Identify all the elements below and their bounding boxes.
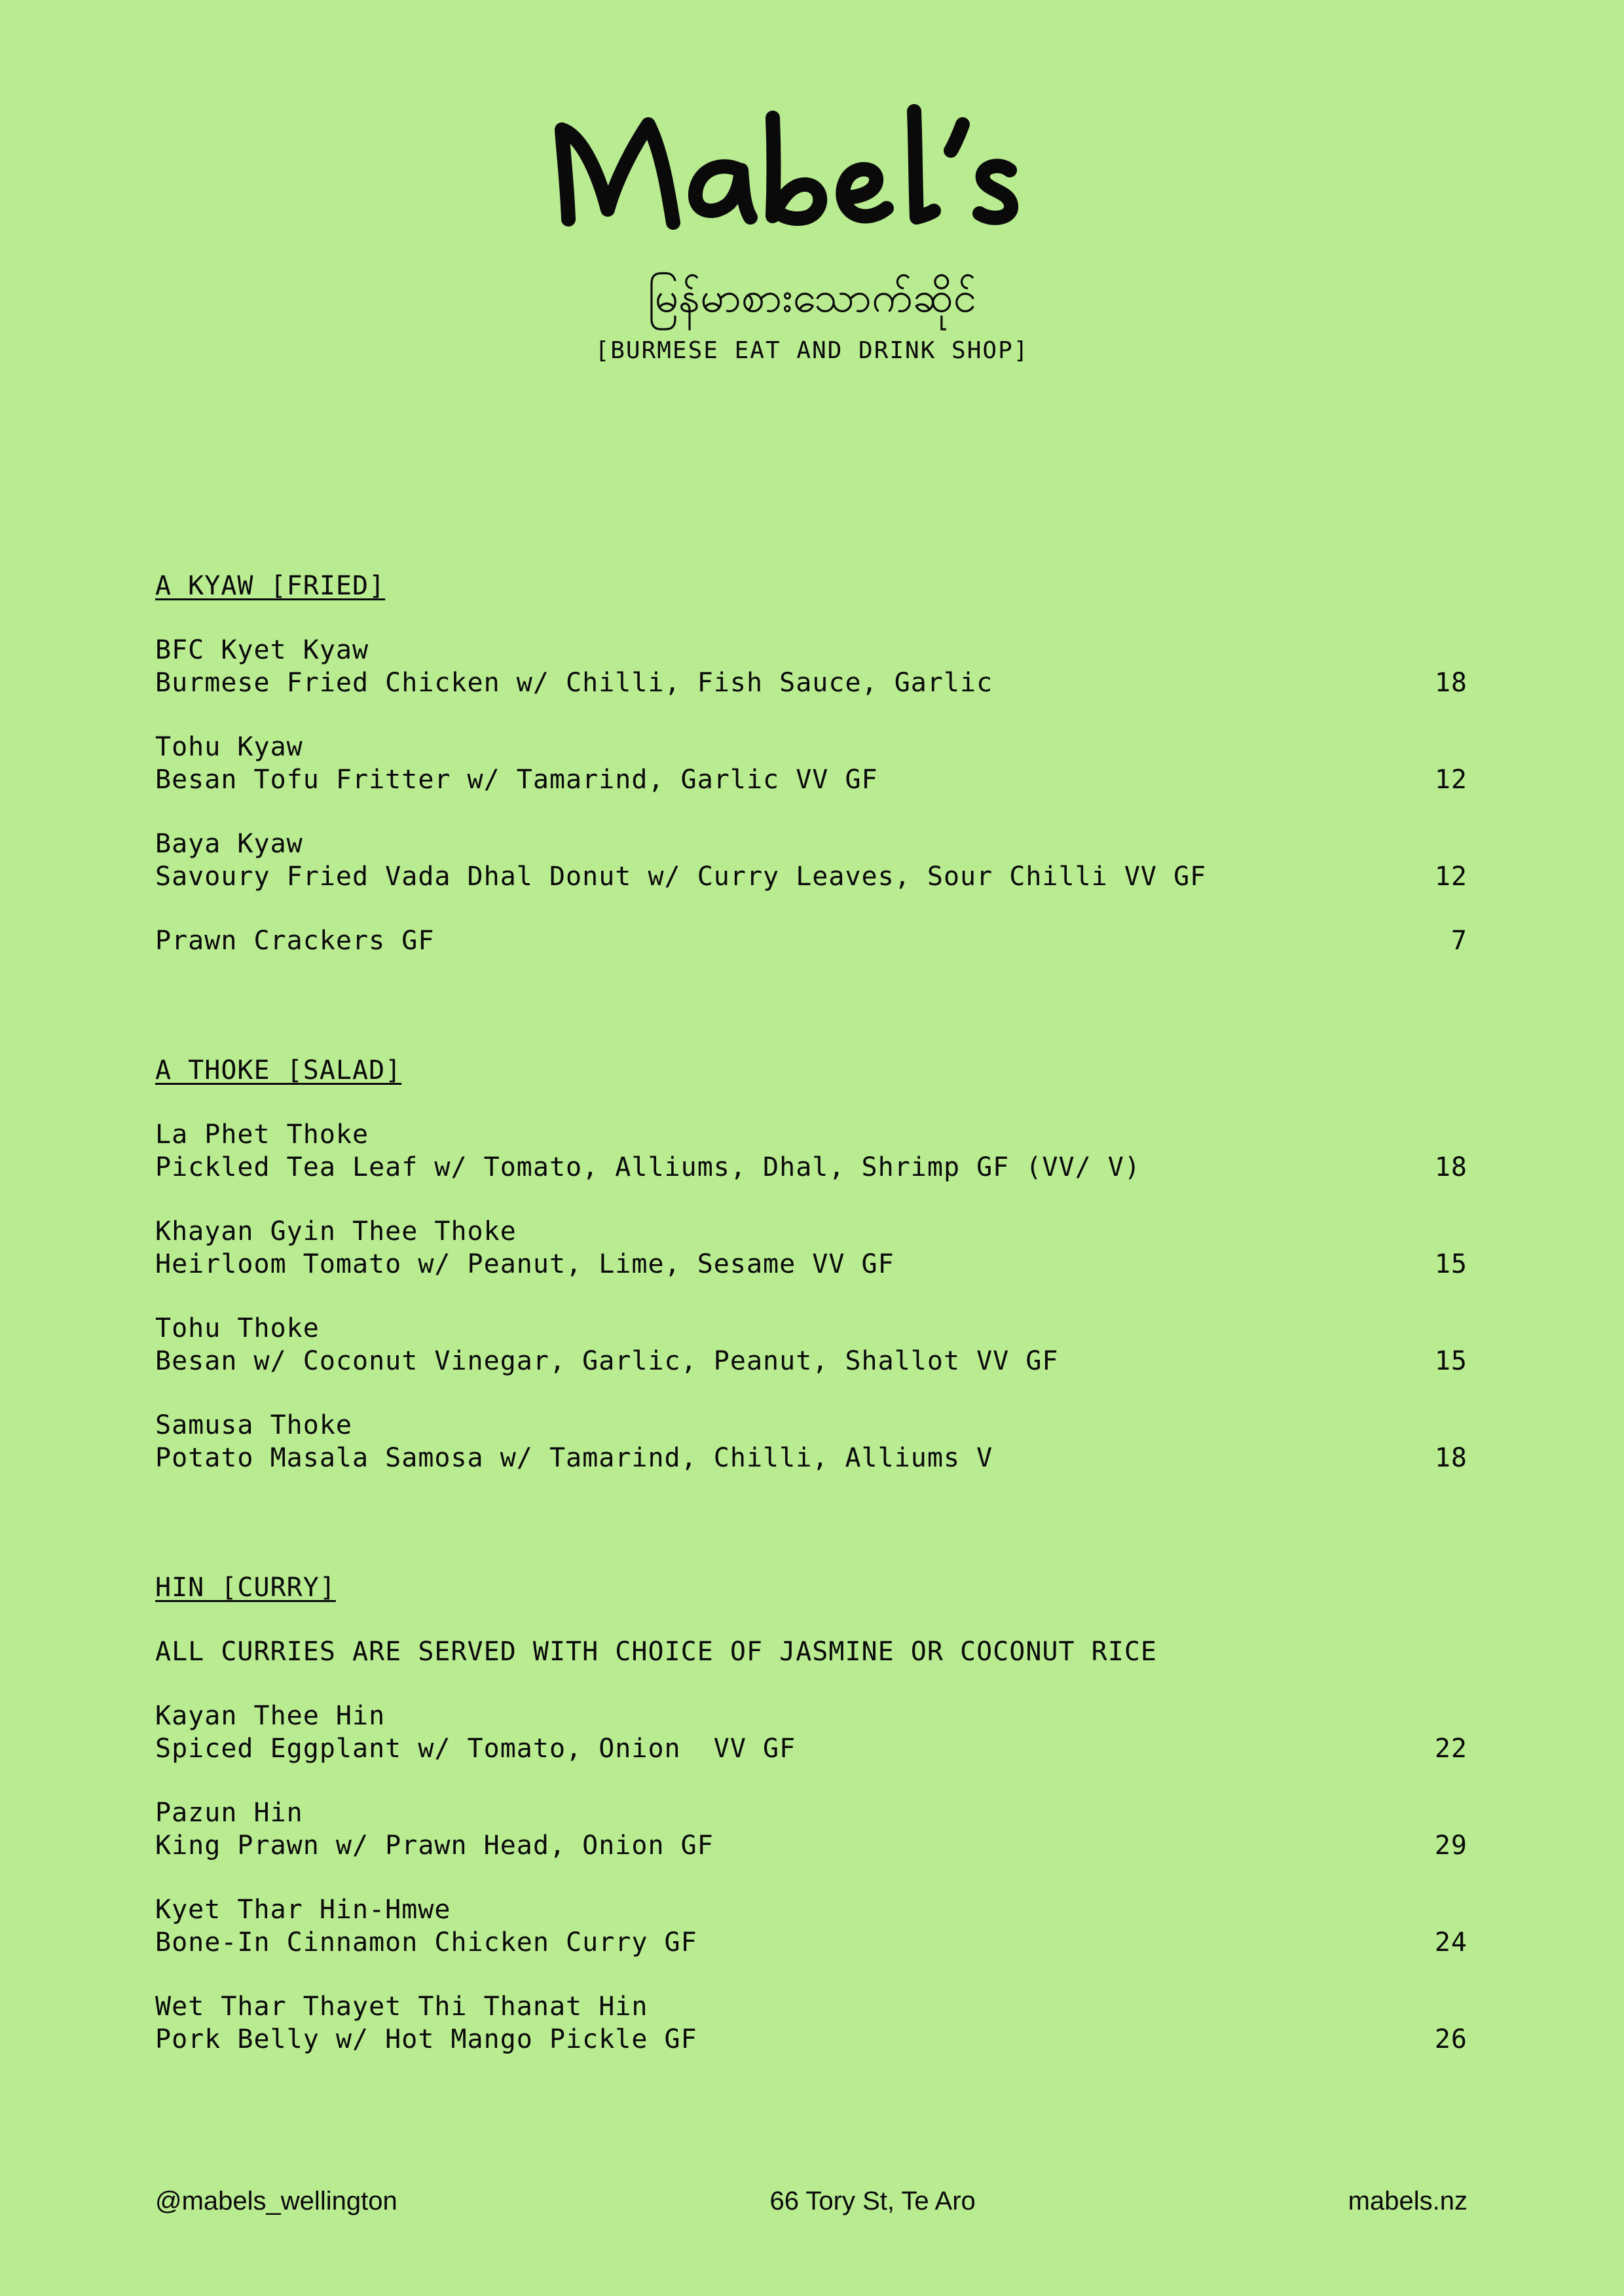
mabels-logo: [544, 79, 1080, 236]
item-name: La Phet Thoke: [155, 1120, 369, 1150]
item-price: 18: [1434, 1443, 1467, 1473]
instagram-handle[interactable]: @mabels_wellington: [155, 2187, 397, 2215]
section-title: HIN [CURRY]: [155, 1573, 336, 1603]
item-desc: Spiced Eggplant w/ Tomato, Onion VV GF: [155, 1734, 796, 1764]
menu-item: [155, 1893, 1467, 1959]
menu-item: [155, 1796, 1467, 1862]
item-name: Samusa Thoke: [155, 1410, 352, 1440]
item-desc: Potato Masala Samosa w/ Tamarind, Chilli, Alliums V: [155, 1443, 993, 1473]
website-link[interactable]: mabels.nz: [1348, 2187, 1467, 2215]
item-desc: Pickled Tea Leaf w/ Tomato, Alliums, Dhal, Shrimp GF (VV/ V): [155, 1152, 1141, 1182]
menu-item: [155, 634, 1467, 699]
logo: [0, 79, 1624, 236]
item-desc: Burmese Fried Chicken w/ Chilli, Fish Sauce, Garlic: [155, 668, 993, 698]
item-desc: Besan w/ Coconut Vinegar, Garlic, Peanut, Shallot VV GF: [155, 1346, 1059, 1376]
menu-item: [155, 1700, 1467, 1765]
item-name: Tohu Thoke: [155, 1313, 320, 1343]
item-price: 24: [1434, 1927, 1467, 1958]
curry-note: ALL CURRIES ARE SERVED WITH CHOICE OF JASMINE OR COCONUT RICE: [155, 1637, 1158, 1667]
item-name: Tohu Kyaw: [155, 732, 303, 762]
menu-item: [155, 924, 1467, 957]
item-name: Kayan Thee Hin: [155, 1701, 386, 1731]
item-price: 15: [1434, 1346, 1467, 1376]
item-price: 18: [1434, 1152, 1467, 1182]
address: 66 Tory St, Te Aro: [769, 2187, 976, 2215]
menu-item: [155, 731, 1467, 796]
burmese-title: မြန်မာစားသောက်ဆိုင်: [647, 274, 977, 322]
item-desc: King Prawn w/ Prawn Head, Onion GF: [155, 1831, 714, 1861]
menu-item: [155, 1990, 1467, 2056]
subtitle: [BURMESE EAT AND DRINK SHOP]: [595, 337, 1029, 364]
menu-item: [155, 1215, 1467, 1281]
footer: [155, 2187, 1467, 2216]
item-name: Khayan Gyin Thee Thoke: [155, 1216, 517, 1247]
menu-item: [155, 828, 1467, 893]
section-fried: [155, 570, 1467, 957]
item-desc: Bone-In Cinnamon Chicken Curry GF: [155, 1927, 697, 1958]
item-price: 29: [1434, 1831, 1467, 1861]
item-price: 12: [1434, 765, 1467, 795]
section-salad: [155, 1054, 1467, 1474]
item-name: BFC Kyet Kyaw: [155, 635, 369, 665]
item-price: 18: [1434, 668, 1467, 698]
item-desc: Prawn Crackers GF: [155, 926, 435, 956]
item-price: 7: [1450, 926, 1467, 956]
item-price: 22: [1434, 1734, 1467, 1764]
section-curry: [155, 1571, 1467, 2056]
item-name: Pazun Hin: [155, 1798, 303, 1828]
item-desc: Besan Tofu Fritter w/ Tamarind, Garlic VV GF: [155, 765, 878, 795]
item-price: 12: [1434, 862, 1467, 892]
item-desc: Savoury Fried Vada Dhal Donut w/ Curry Leaves, Sour Chilli VV GF: [155, 862, 1207, 892]
menu-item: [155, 1118, 1467, 1184]
item-price: 15: [1434, 1249, 1467, 1279]
item-desc: Pork Belly w/ Hot Mango Pickle GF: [155, 2024, 697, 2054]
menu: [155, 570, 1467, 2153]
menu-item: [155, 1312, 1467, 1377]
section-title: A THOKE [SALAD]: [155, 1055, 402, 1085]
item-name: Wet Thar Thayet Thi Thanat Hin: [155, 1992, 648, 2022]
section-title: A KYAW [FRIED]: [155, 571, 386, 601]
item-price: 26: [1434, 2024, 1467, 2054]
menu-item: [155, 1409, 1467, 1474]
item-name: Kyet Thar Hin-Hmwe: [155, 1895, 451, 1925]
item-name: Baya Kyaw: [155, 829, 303, 859]
item-desc: Heirloom Tomato w/ Peanut, Lime, Sesame VV GF: [155, 1249, 895, 1279]
